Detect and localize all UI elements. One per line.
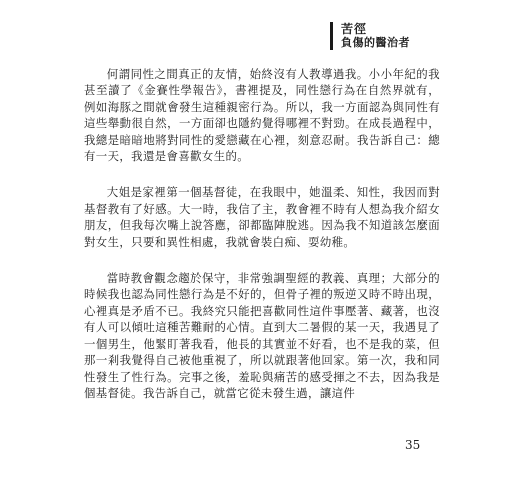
chapter-subtitle: 負傷的醫治者 xyxy=(341,36,410,49)
page-number: 35 xyxy=(405,438,421,452)
body-text xyxy=(84,66,440,421)
book-title: 苦徑 xyxy=(341,22,368,36)
paragraph: 何謂同性之間真正的友情，始終沒有人教導過我。小小年紀的我甚至讀了《金賽性學報告》，書裡提及，同性戀行為在自然界就有，例如海豚之間就會發生這種親密行為。所以，我一方面認為與同性有這些舉動很自然，一方面卻也隱約覺得哪裡不對勁。在成長過程中，我總是暗暗地將對同性的愛戀藏在心裡，刻意忍耐。我告訴自己：總有一天，我還是會喜歡女生的。 xyxy=(84,67,440,164)
running-header xyxy=(330,22,410,50)
paragraph: 當時教會觀念趨於保守，非常強調聖經的教義、真理；大部分的時候我也認為同性戀行為是不好的，但骨子裡的叛逆又時不時出現，心裡真是矛盾不已。我終究只能把喜歡同性這件事壓著、藏著，也沒有人可以傾吐這種苦難耐的心情。直到大二暑假的某一天，我遇見了一個男生，他緊盯著我看，他長的其實並不好看，也不是我的菜，但那一剎我覺得自己被他重視了，所以就跟著他回家。第一次，我和同性發生了性行為。完事之後，羞恥與痛苦的感受揮之不去，因為我是個基督徒。我告訴自己，就當它從未發生過，讓這件 xyxy=(84,271,440,400)
paragraph: 大姐是家裡第一個基督徒，在我眼中，她溫柔、知性，我因而對基督教有了好感。大一時，我信了主，教會裡不時有人想為我介紹女朋友，但我每次嘴上說答應，卻都臨陣脫逃。因為我不知道該怎麼面對女生，只要和異性相處，我就會裝白痴、耍幼稚。 xyxy=(84,185,440,249)
